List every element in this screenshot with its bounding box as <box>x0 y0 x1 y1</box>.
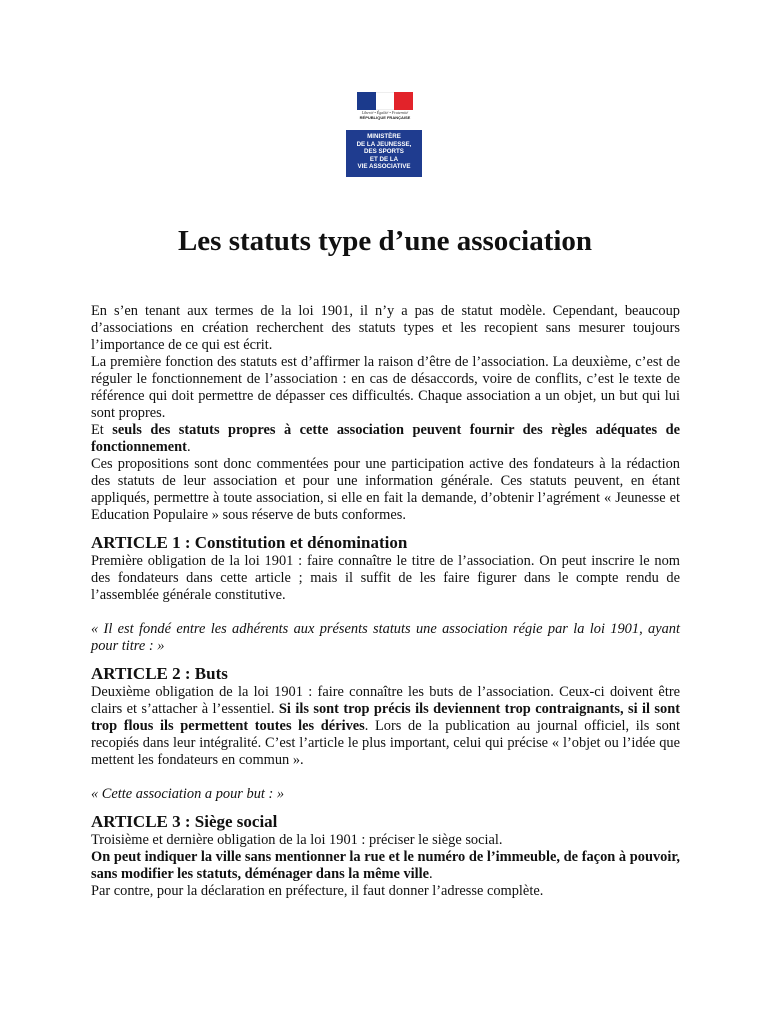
article-2-text <box>91 684 680 769</box>
article-3-text: Troisième et dernière obligation de la loi 1901 : préciser le siège social. <box>91 832 503 848</box>
text-run: . <box>429 866 433 882</box>
article-2-heading: ARTICLE 2 : Buts <box>91 664 228 683</box>
document-body <box>91 303 680 900</box>
text-run: Deuxième obligation de la loi 1901 : faire connaître les buts de l’association. Ceux-ci doivent être clairs et s’attacher à l’essentiel. <box>91 684 680 717</box>
intro-paragraph: Ces propositions sont donc commentées pour une participation active des fondateurs à la rédaction des statuts de leur association et pour une information générale. Ces statuts peuvent, en étant appliqués, permettre à toute association, si elle en fait la demande, d’obtenir l’agrément « Jeunesse et Education Populaire » sous réserve de buts conformes. <box>91 456 680 523</box>
intro-paragraph: La première fonction des statuts est d’affirmer la raison d’être de l’association. La deuxième, c’est de réguler le fonctionnement de l’association : en cas de désaccords, voire de conflits, c’est le texte de référence qui doit permettre de dépasser ces difficultés. Chaque association a un objet, un but qui lui sont propres. <box>91 354 680 421</box>
rf-name: RÉPUBLIQUE FRANÇAISE <box>359 115 411 120</box>
article-3-text: Par contre, pour la déclaration en préfecture, il faut donner l’adresse complète. <box>91 883 544 899</box>
intro-paragraph: En s’en tenant aux termes de la loi 1901, il n’y a pas de statut modèle. Cependant, beaucoup d’associations en création recherchent des statuts types et les recopient sans mesurer toujours l’importance de ce qui est écrit. <box>91 303 680 353</box>
bold-text-run: On peut indiquer la ville sans mentionner la rue et le numéro de l’immeuble, de façon à pouvoir, sans modifier les statuts, déménager dans la même ville <box>91 849 680 882</box>
text-run: . <box>186 439 191 455</box>
article-3-text <box>91 849 680 883</box>
intro-paragraph <box>91 422 680 456</box>
bold-text-run: seuls des statuts propres à cette association peuvent fournir des règles adéquates de fonctionnement <box>91 422 680 455</box>
article-1-quote: « Il est fondé entre les adhérents aux présents statuts une association régie par la loi 1901, ayant pour titre : » <box>91 621 680 654</box>
republique-francaise-logo <box>357 92 413 126</box>
bold-text-run: Si ils sont trop précis ils deviennent trop contraignants, si il sont trop flous ils permettent toutes les dérives <box>91 701 680 734</box>
ministry-line: ET DE LA <box>369 155 399 163</box>
tricolor-flag-icon <box>357 92 413 110</box>
ministry-logo <box>346 130 422 177</box>
rf-motto: Liberté • Égalité • Fraternité <box>361 110 409 115</box>
article-2-quote: « Cette association a pour but : » <box>91 786 285 802</box>
ministry-line: VIE ASSOCIATIVE <box>357 163 411 171</box>
ministry-line: MINISTÈRE <box>367 133 401 140</box>
text-run: Et <box>91 422 113 438</box>
article-1-heading: ARTICLE 1 : Constitution et dénomination <box>91 533 408 552</box>
ministry-line: DES SPORTS <box>364 148 404 156</box>
article-1-text: Première obligation de la loi 1901 : faire connaître le titre de l’association. On peut inscrire le nom des fondateurs dans cette article ; mais il suffit de les faire figurer dans le compte rendu de l’assemblée générale constitutive. <box>91 553 680 603</box>
ministry-line: DE LA JEUNESSE, <box>356 140 412 148</box>
article-3-heading: ARTICLE 3 : Siège social <box>91 812 278 831</box>
text-run: . Lors de la publication au journal officiel, ils sont recopiés dans leur intégralité. C’est l’article le plus important, celui qui précise « l’objet ou l’idée que mettent les fondateurs en commun ». <box>91 718 680 768</box>
document-title: Les statuts type d’une association <box>177 225 593 257</box>
